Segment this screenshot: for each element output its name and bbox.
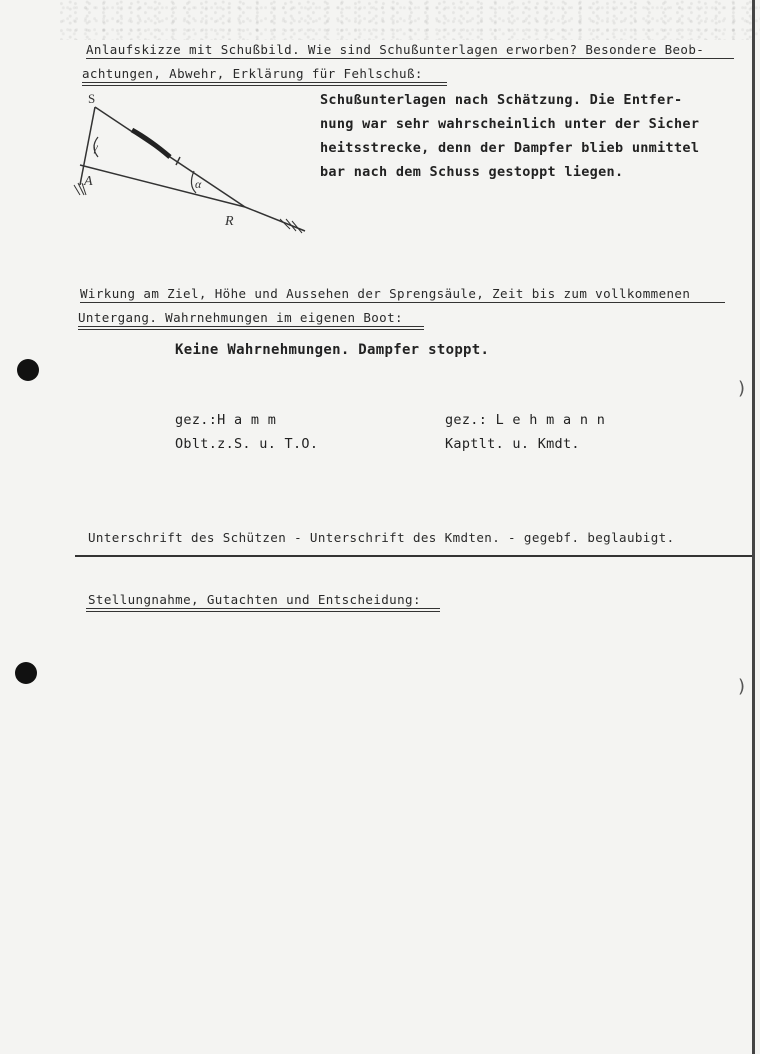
effect-body: Keine Wahrnehmungen. Dampfer stoppt.: [175, 342, 490, 358]
approach-body-line2: nung war sehr wahrscheinlich unter der Sicher: [320, 116, 700, 132]
sketch-angle-right: α: [195, 177, 202, 191]
heading-underline: [86, 58, 734, 59]
approach-heading-line2: achtungen, Abwehr, Erklärung für Fehlschuß:: [82, 66, 423, 81]
sketch-label-left: A: [84, 174, 93, 189]
signature-left-rank: Oblt.z.S. u. T.O.: [175, 436, 319, 452]
effect-heading-line2: Untergang. Wahrnehmungen im eigenen Boot:: [78, 310, 403, 325]
section-divider: [75, 555, 752, 557]
margin-mark-upper: ): [738, 378, 746, 399]
decision-heading: Stellungnahme, Gutachten und Entscheidung:: [88, 592, 421, 607]
signature-right-rank: Kaptlt. u. Kmdt.: [445, 436, 580, 452]
approach-body-line4: bar nach dem Schuss gestoppt liegen.: [320, 164, 624, 180]
page-edge: [752, 0, 755, 1054]
heading-underline: [86, 611, 440, 612]
punch-hole-lower: [15, 662, 37, 684]
approach-heading-line1: Anlaufskizze mit Schußbild. Wie sind Schußunterlagen erworben? Besondere Beob-: [86, 42, 705, 57]
sketch-label-right: R: [225, 214, 234, 229]
signature-caption: Unterschrift des Schützen - Unterschrift des Kmdten. - gegebf. beglaubigt.: [88, 530, 675, 545]
heading-underline: [78, 326, 424, 327]
approach-body-line3: heitsstrecke, denn der Dampfer blieb unmittel: [320, 140, 700, 156]
approach-body-line1: Schußunterlagen nach Schätzung. Die Entfer-: [320, 92, 683, 108]
heading-underline: [80, 302, 725, 303]
sketch-label-top: S: [88, 91, 96, 106]
effect-heading-line1: Wirkung am Ziel, Höhe und Aussehen der Sprengsäule, Zeit bis zum vollkommenen: [80, 286, 691, 301]
sketch-angle-left: γ: [93, 140, 98, 154]
heading-underline: [78, 329, 424, 330]
signature-right-name: gez.: L e h m a n n: [445, 412, 606, 428]
heading-underline: [86, 608, 440, 609]
signature-left-name: gez.:H a m m: [175, 412, 277, 428]
scan-noise: [60, 0, 760, 40]
margin-mark-lower: ): [738, 676, 746, 697]
punch-hole-upper: [17, 359, 39, 381]
approach-sketch: [60, 85, 315, 245]
heading-underline: [82, 82, 447, 83]
